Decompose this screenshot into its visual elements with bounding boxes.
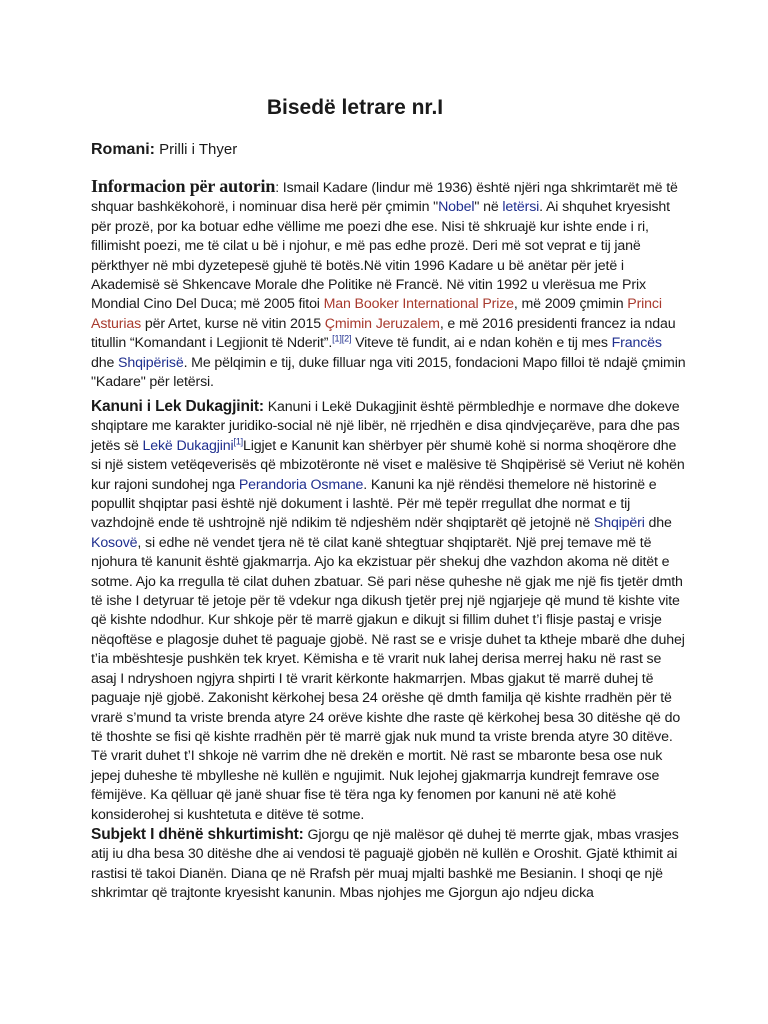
author-info-heading: Informacion për autorin	[91, 176, 276, 196]
text-run: , më 2009 çmimin	[513, 296, 628, 313]
text-run: : Ismail Kadare (lindur më 1936) është njëri nga shkrimtarët më të shquar bashkëkohorë, i nominuar disa herë për çmimin "	[91, 180, 678, 216]
link-perandoria-osmane[interactable]: Perandoria Osmane	[238, 476, 364, 493]
link-princi-asturias[interactable]: Princi Asturias	[91, 296, 662, 332]
link-leke-dukagjini[interactable]: Lekë Dukagjini	[142, 437, 234, 454]
link-cmimin-jeruzalem[interactable]: Çmimin Jeruzalem	[324, 315, 440, 332]
page-title: Bisedë letrare nr.I	[266, 96, 444, 119]
text-run: për Artet, kurse në vitin 2015	[141, 315, 325, 332]
text-run: . Ai shquhet kryesisht për prozë, por ka botuar edhe vëllime me poezi dhe ese. Nisi të shkruajë kur ishte ende i ri, fillimisht poezi, me të cilat u bë i njohur, e më pas edhe prozë. Deri më sot veprat e tij janë përkthyer në mbi dyzetepesë gjuhë të botës.Në vitin 1996 Kadare u bë anëtar për jetë i Akademisë së Shkencave Morale dhe Politike në Francë. Në vitin 1992 u vlerësua me Prix Mondial Cino Del Duca; më 2005 fitoi	[91, 199, 670, 313]
link-man-booker[interactable]: Man Booker International Prize	[323, 296, 514, 313]
text-run: . Kanuni ka një rëndësi themelore në historinë e popullit shqiptar pasi është një dokument i lashtë. Për më tepër rregullat dhe normat e tij vazhdojnë ende të ushtrojnë një ndikim të ndjeshëm ndër shqiptarët që jetojnë në	[91, 476, 657, 532]
link-kosove[interactable]: Kosovë	[91, 534, 138, 551]
subject-paragraph	[91, 825, 686, 904]
novel-label: Romani:	[91, 141, 155, 158]
text-run: dhe	[644, 515, 672, 532]
subject-heading: Subjekt I dhënë shkurtimisht:	[91, 826, 304, 843]
text-run: , si edhe në vendet tjera në të cilat kanë shtegtuar shqiptarët. Një prej temave më të njohura të kanunit është gjakmarrja. Ajo ka ekzistuar për shekuj dhe vazhdon akoma në ditët e sotme. Ajo ka rregulla të cilat duhen zbatuar. Së pari nëse quheshe në gjak me një fis tjetër dmth të ishe I detyruar të jetoje për të vdekur nga dikush tjetër prej një ngjarjeje që mund të kishte vite që kishte ndodhur. Kur shkoje për të marrë gjakun e dikujt si fillim duhet t’i flisje pastaj e vrisje nëqoftëse e plagosje duhet të paguaje gjobë. Në rast se e vrisje duhet ta ktheje mbarë dhe duhej t’ia mbështesje pushkën tek kryet. Këmisha e të vrarit nuk lahej derisa merrej haku në rast se asaj I ndryshoen ngjyra shpirti I të vrarit kërkonte hakmarrjen. Mbas gjakut të marrë duhej të paguaje një gjobë. Zakonisht kërkohej besa 24 orëshe që dmth familja që kishte rradhën për të vrarë s’mund ta vriste brenda atyre 24 orëve kishte dhe raste që kërkohej besa 30 ditëshe që do të thoshte se fisi që kishte rradhën për të marrë gjak nuk mund ta vriste brenda atyre 30 ditëve. Të vrarit duhet t’I shkoje në varrim dhe në drekën e mortit. Në rast se mbaronte besa ose nuk jepej duheshe të mbylleshe në kullën e ngujimit. Nuk lejohej gjakmarrja kundrejt femrave ose fëmijëve. Ka qëlluar që janë shuar fise të tëra nga ky fenomen por kanuni në atë kohë konsiderohej si kushtetuta e ditëve të sotme.	[91, 534, 685, 823]
text-run: dhe	[91, 354, 119, 371]
link-letersi[interactable]: letërsi	[502, 199, 540, 216]
novel-line	[91, 141, 237, 159]
footnote-ref-2[interactable]: [2]	[341, 333, 352, 344]
text-run: . Me pëlqimin e tij, duke filluar nga viti 2015, fondacioni Mapo filloi të ndajë çmimin "Kadare" për letërsi.	[91, 354, 686, 391]
text-run: Gjorgu qe një malësor që duhej të merrte gjak, mbas vrasjes atij iu dha besa 30 ditëshe dhe ai vendosi të paguajë gjobën në kullën e Oroshit. Gjatë kthimit ai rastisi të takoi Dianën. Diana qe në Rrafsh për muaj mjalti bashkë me Besianin. I shoqi qe një shkrimtar që trajtonte kryesisht kanunin. Mbas njohjes me Gjorgun ajo ndjeu dicka	[91, 827, 679, 902]
link-frances[interactable]: Francës	[611, 335, 662, 352]
kanuni-paragraph	[91, 397, 686, 825]
link-nobel[interactable]: Nobel	[438, 199, 475, 216]
link-shqiperi[interactable]: Shqipëri	[593, 515, 645, 532]
link-shqiperise[interactable]: Shqipërisë	[118, 354, 184, 371]
footnote-ref-1[interactable]: [1]	[332, 333, 342, 344]
text-run: , e më 2016 presidenti francez ia ndau titullin “Komandant i Legjionit të Nderit”.	[91, 315, 676, 352]
footnote-ref-1[interactable]: [1]	[233, 436, 244, 447]
text-run: Viteve të fundit, ai e ndan kohën e tij mes	[351, 335, 612, 352]
author-info-paragraph	[91, 177, 686, 392]
text-run: Ligjet e Kanunit kan shërbyer për shumë kohë si norma shoqërore dhe si një sistem vetëqeverisës që mbizotëronte në viset e malësive të Shqipërisë së Veriut në kohën kur rajoni sundohej nga	[91, 437, 685, 493]
text-run: Kanuni i Lekë Dukagjinit është përmbledhje e normave dhe dokeve shqiptare me karakter juridiko-social në një libër, në rrjedhën e disa qindvjeçarëve, para dhe pas jetës së	[91, 399, 680, 454]
kanuni-heading: Kanuni i Lek Dukagjinit:	[91, 398, 264, 415]
text-run: " në	[474, 199, 503, 216]
novel-title: Prilli i Thyer	[159, 141, 238, 158]
